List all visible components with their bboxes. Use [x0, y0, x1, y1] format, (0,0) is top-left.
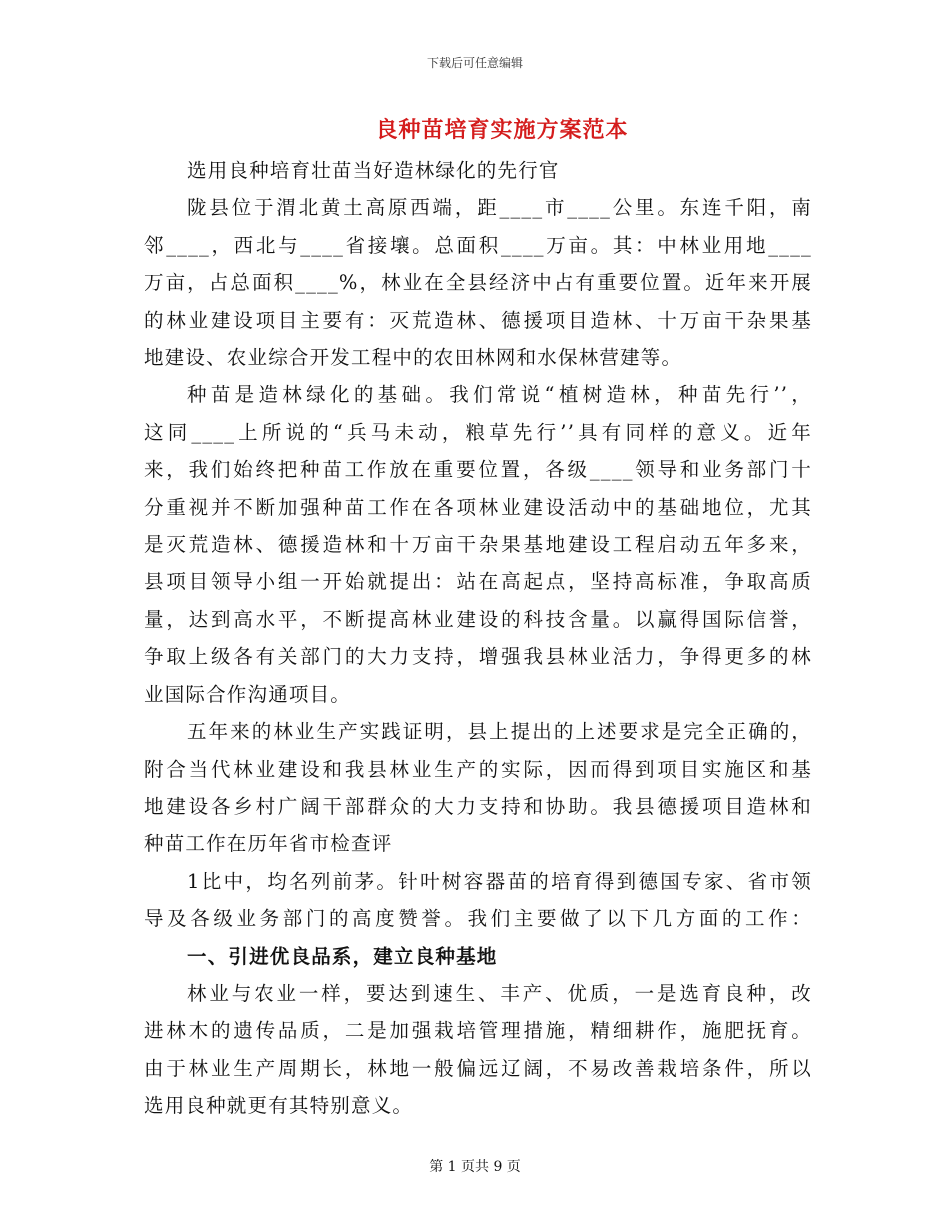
body-text-line: 业国际合作沟通项目。 [144, 682, 352, 706]
body-text-line: 林业与农业一样，要达到速生、丰产、优质，一是选育良种，改 [187, 981, 812, 1005]
body-text-line: 量，达到高水平，不断提高林业建设的科技含量。以赢得国际信誉， [144, 607, 812, 631]
body-text-line: 五年来的林业生产实践证明，县上提出的上述要求是完全正确的， [187, 720, 812, 744]
body-text-line: 附合当代林业建设和我县林业生产的实际，因而得到项目实施区和基 [144, 757, 812, 781]
page-footer: 第 1 页共 9 页 [429, 1159, 521, 1175]
body-text-line: 地建设各乡村广阔干部群众的大力支持和协助。我县德援项目造林和 [144, 794, 812, 818]
body-text-line: 选用良种就更有其特别意义。 [144, 1094, 414, 1118]
body-text-line: 由于林业生产周期长，林地一般偏远辽阔，不易改善栽培条件，所以 [144, 1056, 812, 1080]
body-text-line: 争取上级各有关部门的大力支持，增强我县林业活力，争得更多的林 [144, 645, 812, 669]
body-text-line: 是灭荒造林、德援造林和十万亩干杂果基地建设工程启动五年多来， [144, 533, 812, 557]
document-title: 良种苗培育实施方案范本 [375, 117, 629, 143]
body-text-line: 种苗工作在历年省市检查评 [144, 832, 393, 856]
body-text-line: 导及各级业务部门的高度赞誉。我们主要做了以下几方面的工作： [144, 907, 812, 931]
body-text-line: 1比中，均名列前茅。针叶树容器苗的培育得到德国专家、省市领 [187, 869, 812, 893]
body-text-line: 进林木的遗传品质，二是加强栽培管理措施，精细耕作，施肥抚育。 [144, 1019, 812, 1043]
body-text-line: 这同____上所说的“兵马未动，粮草先行’’具有同样的意义。近年 [144, 420, 812, 444]
body-text-line: 来，我们始终把种苗工作放在重要位置，各级____领导和业务部门十 [144, 458, 812, 482]
body-text-line: 县项目领导小组一开始就提出：站在高起点，坚持高标准，争取高质 [144, 570, 812, 594]
body-text-line: 陇县位于渭北黄土高原西端，距____市____公里。东连千阳，南 [187, 196, 812, 220]
body-text-line: 选用良种培育壮苗当好造林绿化的先行官 [187, 159, 560, 182]
page-header: 下载后可任意编辑 [426, 56, 523, 70]
section-heading: 一、引进优良品系，建立良种基地 [187, 944, 498, 968]
body-text-line: 邻____，西北与____省接壤。总面积____万亩。其：中林业用地____ [144, 233, 812, 257]
body-text-line: 地建设、农业综合开发工程中的农田林网和水保林营建等。 [144, 346, 683, 370]
body-text-line: 的林业建设项目主要有：灭荒造林、德援项目造林、十万亩干杂果基 [144, 308, 812, 332]
body-text-line: 万亩，占总面积____%，林业在全县经济中占有重要位置。近年来开展 [144, 271, 812, 295]
document-body [144, 152, 812, 1125]
body-text-line: 分重视并不断加强种苗工作在各项林业建设活动中的基础地位，尤其 [144, 495, 812, 519]
body-text-line: 种苗是造林绿化的基础。我们常说“植树造林，种苗先行’’， [187, 383, 812, 407]
